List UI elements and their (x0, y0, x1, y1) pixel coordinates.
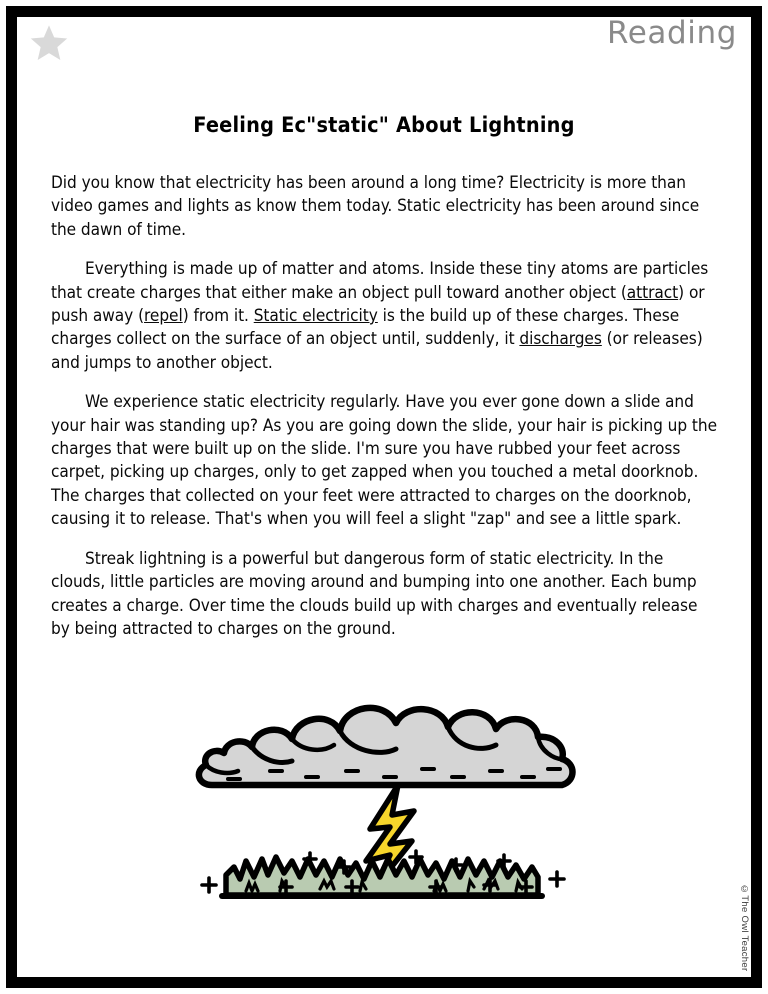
page-content-area (17, 17, 751, 977)
passage-body (51, 172, 717, 657)
passage-paragraph: Everything is made up of matter and atoms. Inside these tiny atoms are particles that create charges that either make an object pull toward another object (attract) or push away (repel) from it. Static electricity is the build up of these charges. These charges collect on the surface of an object until, suddenly, it discharges (or releases) and jumps to another object. (51, 259, 709, 373)
vocabulary-term: repel (144, 306, 183, 327)
vocabulary-term: attract (626, 282, 679, 303)
page-title: Feeling Ec"static" About Lightning (193, 113, 575, 139)
passage-paragraph: Streak lightning is a powerful but dangerous form of static electricity. In the clouds, little particles are moving around and bumping into one another. Each bump creates a charge. Over time the clouds build up with charges and eventually release by being attracted to charges on the ground. (51, 548, 698, 639)
storm-cloud-with-negative-charges (199, 708, 573, 785)
star-icon (29, 23, 69, 63)
vocabulary-term: Static electricity (253, 306, 378, 327)
copyright-credit: ©The Owl Teacher (739, 883, 750, 971)
passage-paragraph: We experience static electricity regularly. Have you ever gone down a slide and your hair was standing up? As you are going down the slide, your hair is picking up the charges that were built up on the slide. I'm sure you have rubbed your feet across carpet, picking up charges, only to get zapped when you touched a metal doorknob. The charges that collected on your feet were attracted to charges on the doorknob, causing it to release. That's when you will feel a slight "zap" and see a little spark. (51, 392, 717, 530)
passage-paragraph: Did you know that electricity has been around a long time? Electricity is more than video games and lights as know them today. Static electricity has been around since the dawn of time. (51, 173, 700, 240)
page-header (17, 17, 751, 79)
vocabulary-term: discharges (519, 329, 602, 350)
subject-label: Reading (606, 15, 737, 51)
lightning-cloud-ground-diagram (17, 689, 751, 919)
